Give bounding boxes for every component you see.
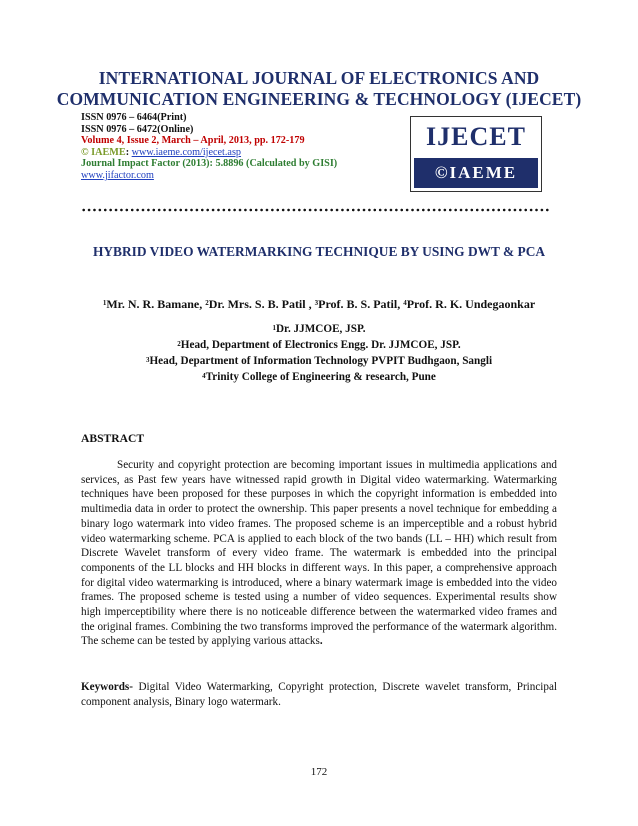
keywords-label: Keywords-	[81, 681, 133, 693]
affiliation-1	[60, 321, 578, 337]
journal-meta	[81, 112, 401, 182]
author-3-sup: 3	[314, 299, 319, 307]
journal-title-line1: INTERNATIONAL JOURNAL OF ELECTRONICS AND	[98, 68, 540, 88]
affiliation-2-text: Head, Department of Electronics Engg. Dr. JJMCOE, JSP.	[180, 339, 461, 351]
author-4-sup: 4	[403, 299, 407, 307]
keywords	[81, 680, 557, 709]
impact-factor: Journal Impact Factor (2013): 5.8896 (Calculated by GISI)	[81, 158, 338, 170]
affiliation-4-sup: 4	[202, 372, 206, 380]
abstract-end-mark: .	[319, 635, 323, 648]
logo-iaeme-text: ©IAEME	[414, 158, 538, 188]
author-1-sup: 1	[102, 299, 107, 307]
affiliations	[60, 321, 578, 385]
iaeme-line	[81, 147, 401, 159]
dotted-divider	[81, 206, 549, 214]
author-3: Prof. B. S. Patil,	[318, 297, 404, 311]
author-list	[60, 296, 578, 312]
issn-online: ISSN 0976 – 6472(Online)	[81, 123, 194, 135]
affiliation-2	[60, 337, 578, 353]
journal-title	[0, 68, 638, 110]
affiliation-4	[60, 369, 578, 385]
volume-info: Volume 4, Issue 2, March – April, 2013, pp. 172-179	[81, 135, 305, 147]
journal-title-line2: COMMUNICATION ENGINEERING & TECHNOLOGY (IJECET)	[56, 89, 582, 109]
author-1: Mr. N. R. Bamane,	[106, 297, 206, 311]
author-2: Dr. Mrs. S. B. Patil ,	[208, 297, 315, 311]
logo-ijecet-text: IJECET	[426, 122, 526, 151]
abstract-text: Security and copyright protection are becoming important issues in multimedia applications and services, as Past few years have witnessed rapid growth in Digital video watermarking. Watermarking techniques have been proposed for these purposes in which the copyright information is embedded into multimedia data in order to protect the ownership. This paper presents a novel technique for embedding a binary logo watermark into video frames. The proposed scheme is an imperceptible and a robust hybrid video watermarking scheme. PCA is applied to each block of the two bands (LL – HH) which result from Discrete Wavelet transform of every video frame. The watermark is embedded into the principal components of the LL blocks and HH blocks in different ways. In this paper, a comprehensive approach for digital video watermarking is introduced, where a binary watermark image is embedded into the video frames. The proposed scheme is tested using a number of video sequences. Experimental results show high imperceptibility where there is no noticeable difference between the watermarked video frames and the original frames. Combining the two transforms improved the performance of the watermark algorithm. The scheme can be tested by applying various attacks	[81, 459, 557, 648]
affiliation-3-text: Head, Department of Information Technology PVPIT Budhgaon, Sangli	[149, 355, 493, 367]
iaeme-label: © IAEME	[81, 146, 126, 158]
page-number: 172	[310, 766, 328, 778]
author-2-sup: 2	[205, 299, 209, 307]
abstract-heading: ABSTRACT	[81, 432, 145, 445]
affiliation-1-sup: 1	[272, 324, 276, 332]
ijecet-logo	[410, 116, 542, 192]
author-4: Prof. R. K. Undegaonkar	[406, 297, 536, 311]
iaeme-url-link[interactable]: www.iaeme.com/ijecet.asp	[131, 146, 242, 158]
paper-title: HYBRID VIDEO WATERMARKING TECHNIQUE BY USING DWT & PCA	[92, 244, 546, 259]
gisi-url-link[interactable]: www.jifactor.com	[81, 169, 154, 181]
abstract-body	[81, 458, 557, 649]
affiliation-3	[60, 353, 578, 369]
affiliation-1-text: Dr. JJMCOE, JSP.	[275, 323, 366, 335]
issn-print: ISSN 0976 – 6464(Print)	[81, 112, 187, 123]
keywords-text: Digital Video Watermarking, Copyright protection, Discrete wavelet transform, Principal component analysis, Binary logo watermark.	[81, 681, 557, 708]
affiliation-3-sup: 3	[145, 356, 150, 364]
affiliation-4-text: Trinity College of Engineering & research, Pune	[205, 371, 436, 383]
iaeme-sep: :	[125, 146, 132, 158]
affiliation-2-sup: 2	[177, 340, 181, 348]
